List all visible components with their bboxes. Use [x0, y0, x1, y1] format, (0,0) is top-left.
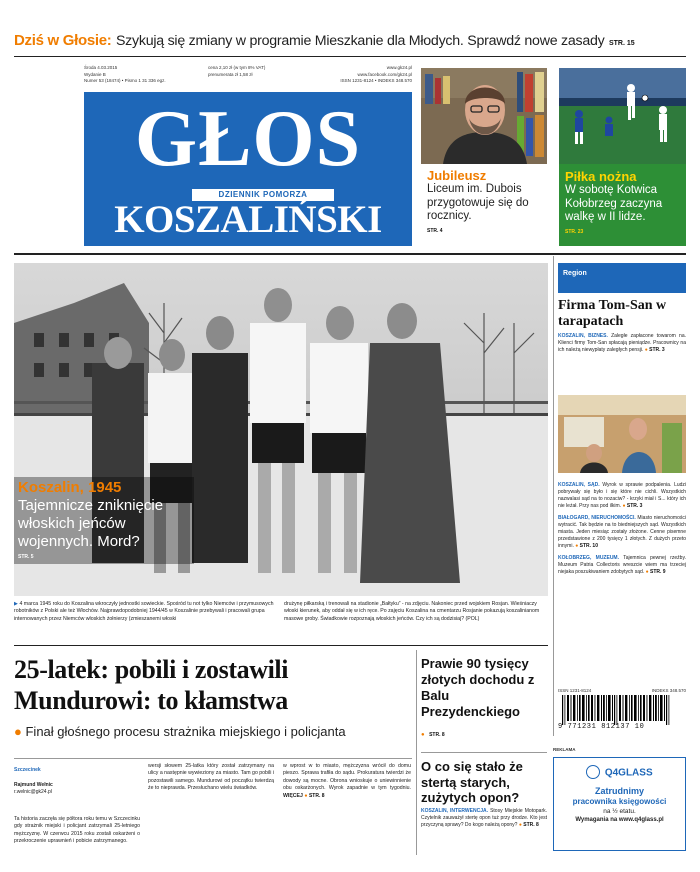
main-story-headline: Tajemnicze zniknięcie włoskich jeńców wojennych. Mord? [18, 497, 164, 550]
brief-bialogard-page: STR. 10 [579, 543, 598, 549]
masthead-meta-mid [208, 65, 303, 78]
lower-more-page[interactable]: STR. 8 [308, 792, 325, 799]
brief-sad-bullet-icon: ● [622, 503, 626, 509]
region-photo[interactable] [558, 395, 686, 473]
football-image [559, 68, 686, 164]
portrait-image [421, 68, 547, 164]
pilka-text: W sobotę Kotwica Kołobrzeg zaczyna walkę w II lidze. [565, 184, 663, 223]
lower-more-label: WIĘCEJ [283, 792, 303, 799]
logo-koszalinski: KOSZALIŃSKI [114, 198, 382, 241]
main-caption-right [284, 601, 548, 623]
masthead-meta-right [312, 65, 412, 85]
lower-lead-story[interactable] [14, 654, 412, 740]
ad-line4: Wymagania na www.q4glass.pl [575, 816, 664, 823]
brief-bialogard-text: Miasto nieruchomości wytracić. Tak będzie na to biedniejszych sąd. Wszystkich miasta. Jeden miesiąc zostały złożone. Cenne pisemne przedstawione z 200 tysięcy 1 złotych. Z dużych przeto innymi. [558, 515, 686, 549]
brief-sad-page: STR. 3 [626, 503, 643, 509]
issue-edition: Wydanie B [84, 71, 106, 77]
lower-lead-dek: Finał głośnego procesu strażnika miejskiego i policjanta [25, 724, 346, 739]
region-lead-tag: KOSZALIN, BIZNES. [558, 333, 608, 339]
top-teaser-bar[interactable] [14, 32, 686, 52]
region-left-rule [553, 256, 554, 736]
region-lead-text: Zaległe zapłacone towarom na. Klienci firmy Tom-San spłacają pieniądze. Pracownicy na ich należą niewypłaty zaległych pensji. [558, 333, 686, 353]
lower-body-col1-text: Ta historia zaczęła się półtora roku temu w Szczecinku gdy strażnik miejski i policjant zatrzymali 25-letniego mężczyznę. W czerwcu 2015 roku zostali oskarżeni o przekroczenie uprawnień i pobicie zatrzymanego. [14, 816, 140, 845]
lower-mid-rule [14, 758, 412, 759]
region-briefs [558, 482, 686, 576]
ad-box[interactable] [553, 747, 686, 851]
ad-company: Q4GLASS [604, 766, 653, 778]
region-section-label: Region [563, 270, 587, 277]
issue-price: cena 2,10 zł (w tym 8% VAT) [208, 65, 266, 70]
bal-page: STR. 8 [429, 732, 445, 738]
opony-page: STR. 8 [523, 821, 539, 828]
facebook-link[interactable]: www.facebook.com/gk24.pl [357, 71, 412, 77]
lower-lead-headline: 25-latek: pobili i zostawili Mundurowi: to kłamstwa [14, 655, 289, 715]
jubileusz-text: Liceum im. Dubois przygotowuje się do rocznicy. [427, 183, 529, 222]
region-column [558, 298, 686, 354]
bal-headline: Prawie 90 tysięcy złotych dochodu z Balu Prezydenckiego [421, 656, 535, 719]
region-lead-bullet-icon: ● [644, 347, 648, 353]
courtroom-image [558, 395, 686, 473]
masthead-meta-left [84, 65, 204, 85]
dek-bullet-icon: ● [14, 724, 22, 739]
issue-date: Środa 4.03.2015 [84, 65, 118, 70]
website-link[interactable]: www.gk24.pl [386, 65, 412, 70]
issue-number: Numer 53 (18474) • Pismo 1 31 336 egz. [84, 78, 166, 83]
opony-tag: KOSZALIN, INTERWENCJA. [421, 807, 488, 814]
opony-headline: O co się stało że stertą starych, zużytych opon? [421, 759, 523, 805]
lower-top-rule [14, 645, 548, 646]
ad-line2: pracownika księgowości [572, 796, 667, 806]
brief-sad[interactable] [558, 482, 686, 510]
byline-place: Szczecinek [14, 767, 41, 773]
opony-text: Stosy Miejskie Motopark. Czytelnik zauważył stertę opon tuż przy drodze. Kto jest przyczyną sprawy? Do kogo należą opony? [421, 807, 547, 828]
caption-left-text: 4 marca 1945 roku do Koszalina wkroczyły jednostki sowieckie. Spośród tu not tylko Niemców i przymusowych robotników z Polski ale też Włochów. Najprawdopodobniej 1944/45 w Koszalinie przebywali i pracowali grupa internowanych przez Niemców włoskich żołnierzy (zmieszanemi włoski [14, 601, 274, 622]
jubileusz-page: STR. 4 [427, 227, 443, 234]
ad-line3: na ½ etatu. [603, 807, 636, 815]
caption-triangle-icon: ▶ [14, 601, 18, 607]
barcode-image [558, 695, 686, 725]
bal-bullet-icon: ● [421, 732, 425, 738]
top-teaser-page: STR. 15 [608, 40, 635, 47]
lower-body-col3 [283, 763, 411, 800]
logo-glos: GŁOS [134, 95, 362, 183]
brief-bialogard-bullet-icon: ● [575, 543, 579, 549]
pilka-head: Piłka nożna [565, 169, 637, 184]
issue-subscription: prenumerata zł 1,58 zł [208, 71, 253, 77]
lower-mid-hrule [421, 752, 547, 753]
brief-sad-text: Wyrok w sprawie podpalenia. Ludzi pobrywały się było i się które nie cichli. Wszystkich nazwalasi sąd na to nozaciw? - krzyki miał i S... który ich nie leżał. Przy nas pod ilkim. [558, 482, 687, 509]
barcode-index: INDEKS 348.570 [651, 688, 686, 693]
bal-story[interactable] [421, 656, 547, 741]
brief-kolobrzeg-page: STR. 9 [649, 569, 666, 575]
barcode-issn: ISSN 1231-8124 [558, 688, 592, 693]
brief-bialogard[interactable] [558, 515, 686, 550]
jubileusz-photo[interactable] [421, 68, 547, 164]
region-section-bar[interactable] [558, 263, 686, 293]
top-teaser-label: Dziś w Głosie: [14, 32, 112, 49]
opony-bullet-icon: ● [518, 821, 522, 828]
brief-kolobrzeg-text: Tajemnica pewnej rzeźby. Muzeum Patria Collectoris wreszcie wiem ma trzeciej niejaka poszukiwaniem zdobytych sąd. [558, 555, 686, 575]
lower-more-bullet-icon: ● [304, 792, 308, 799]
masthead-logo[interactable] [84, 92, 412, 246]
q4glass-logo-icon [586, 765, 600, 779]
jubileusz-teaser[interactable] [427, 168, 545, 234]
brief-kolobrzeg-tag: KOŁOBRZEG, MUZEUM. [558, 555, 619, 561]
pilka-photo[interactable] [559, 68, 686, 164]
lower-body-col2-text: wersji słowem 25-latka który został zatrzymany na ulicy a następnie wywieziony za miasto. Tam go pobili i pozostawili samego. Mundurowi od początku twierdzą że to nieprawda. Przesłuchano wielu świadków. [148, 763, 274, 792]
brief-bialogard-tag: BIAŁOGARD, NIERUCHOMOŚCI. [558, 515, 636, 521]
main-story-kicker: Koszalin, 1945 [18, 479, 122, 496]
issn-line: ISSN 1231-8124 • INDEKS 348.570 [340, 78, 412, 83]
jubileusz-head: Jubileusz [427, 168, 487, 183]
top-teaser-text: Szykują się zmiany w programie Mieszkanie dla Młodych. Sprawdź nowe zasady [115, 33, 605, 49]
barcode-digits: 9 771231 812137 10 [558, 722, 645, 731]
top-rule [14, 56, 686, 57]
brief-kolobrzeg-bullet-icon: ● [645, 569, 649, 575]
byline-email[interactable]: r.welnic@gk24.pl [14, 789, 52, 795]
ad-label: REKLAMA [553, 747, 576, 752]
lower-body-col1 [14, 816, 140, 846]
main-caption-left [14, 601, 280, 623]
main-story-page: STR. 5 [18, 554, 34, 560]
main-story-overlay[interactable] [14, 477, 194, 564]
brief-sad-tag: KOSZALIN, SĄD. [558, 482, 600, 488]
caption-right-text: drużynę piłkarską i trenowali na stadionie „Bałtyku” - na zdjęciu. Nakoniec przed wojskiem Rosjan. Wieśniaczy włoski kierunek, aby oddał się w ich ręce. Po zajęciu Koszalina na cmentarzu Rosjanie pokazują koszalinianom masowe groby. Świadkowie rozpoznają włoskich jeńców. Czy ich są dodzisiaj? (POL) [284, 601, 540, 622]
byline [14, 767, 76, 796]
lower-body-col2 [148, 763, 274, 793]
pilka-page: STR. 23 [565, 228, 584, 235]
main-story-photo[interactable] [14, 263, 548, 596]
region-headline[interactable]: Firma Tom-San w tarapatach [558, 298, 667, 329]
barcode-block [558, 688, 686, 736]
pilka-teaser[interactable] [559, 164, 686, 246]
ad-line1: Zatrudnimy [594, 785, 644, 796]
lower-vertical-rule [416, 650, 417, 855]
region-lead-page: STR. 3 [649, 347, 665, 353]
masthead-bottom-rule [14, 253, 686, 255]
lower-body-col3-text: w wprost w to miasto, mężczyzna wrócił do domu pieszo. Sprawa trafiła do sądu. Prokuratura twierdzi że dowody są mocne. Obrona wnioskuje o uniewinnienie obu oskarżonych. Wyrok zapadnie w tym tygodniu. [283, 763, 411, 792]
byline-author: Rajmund Wełnic [14, 782, 53, 788]
logo-strip: DZIENNIK POMORZA [192, 189, 334, 201]
brief-kolobrzeg[interactable] [558, 555, 686, 576]
opony-story[interactable] [421, 759, 547, 829]
